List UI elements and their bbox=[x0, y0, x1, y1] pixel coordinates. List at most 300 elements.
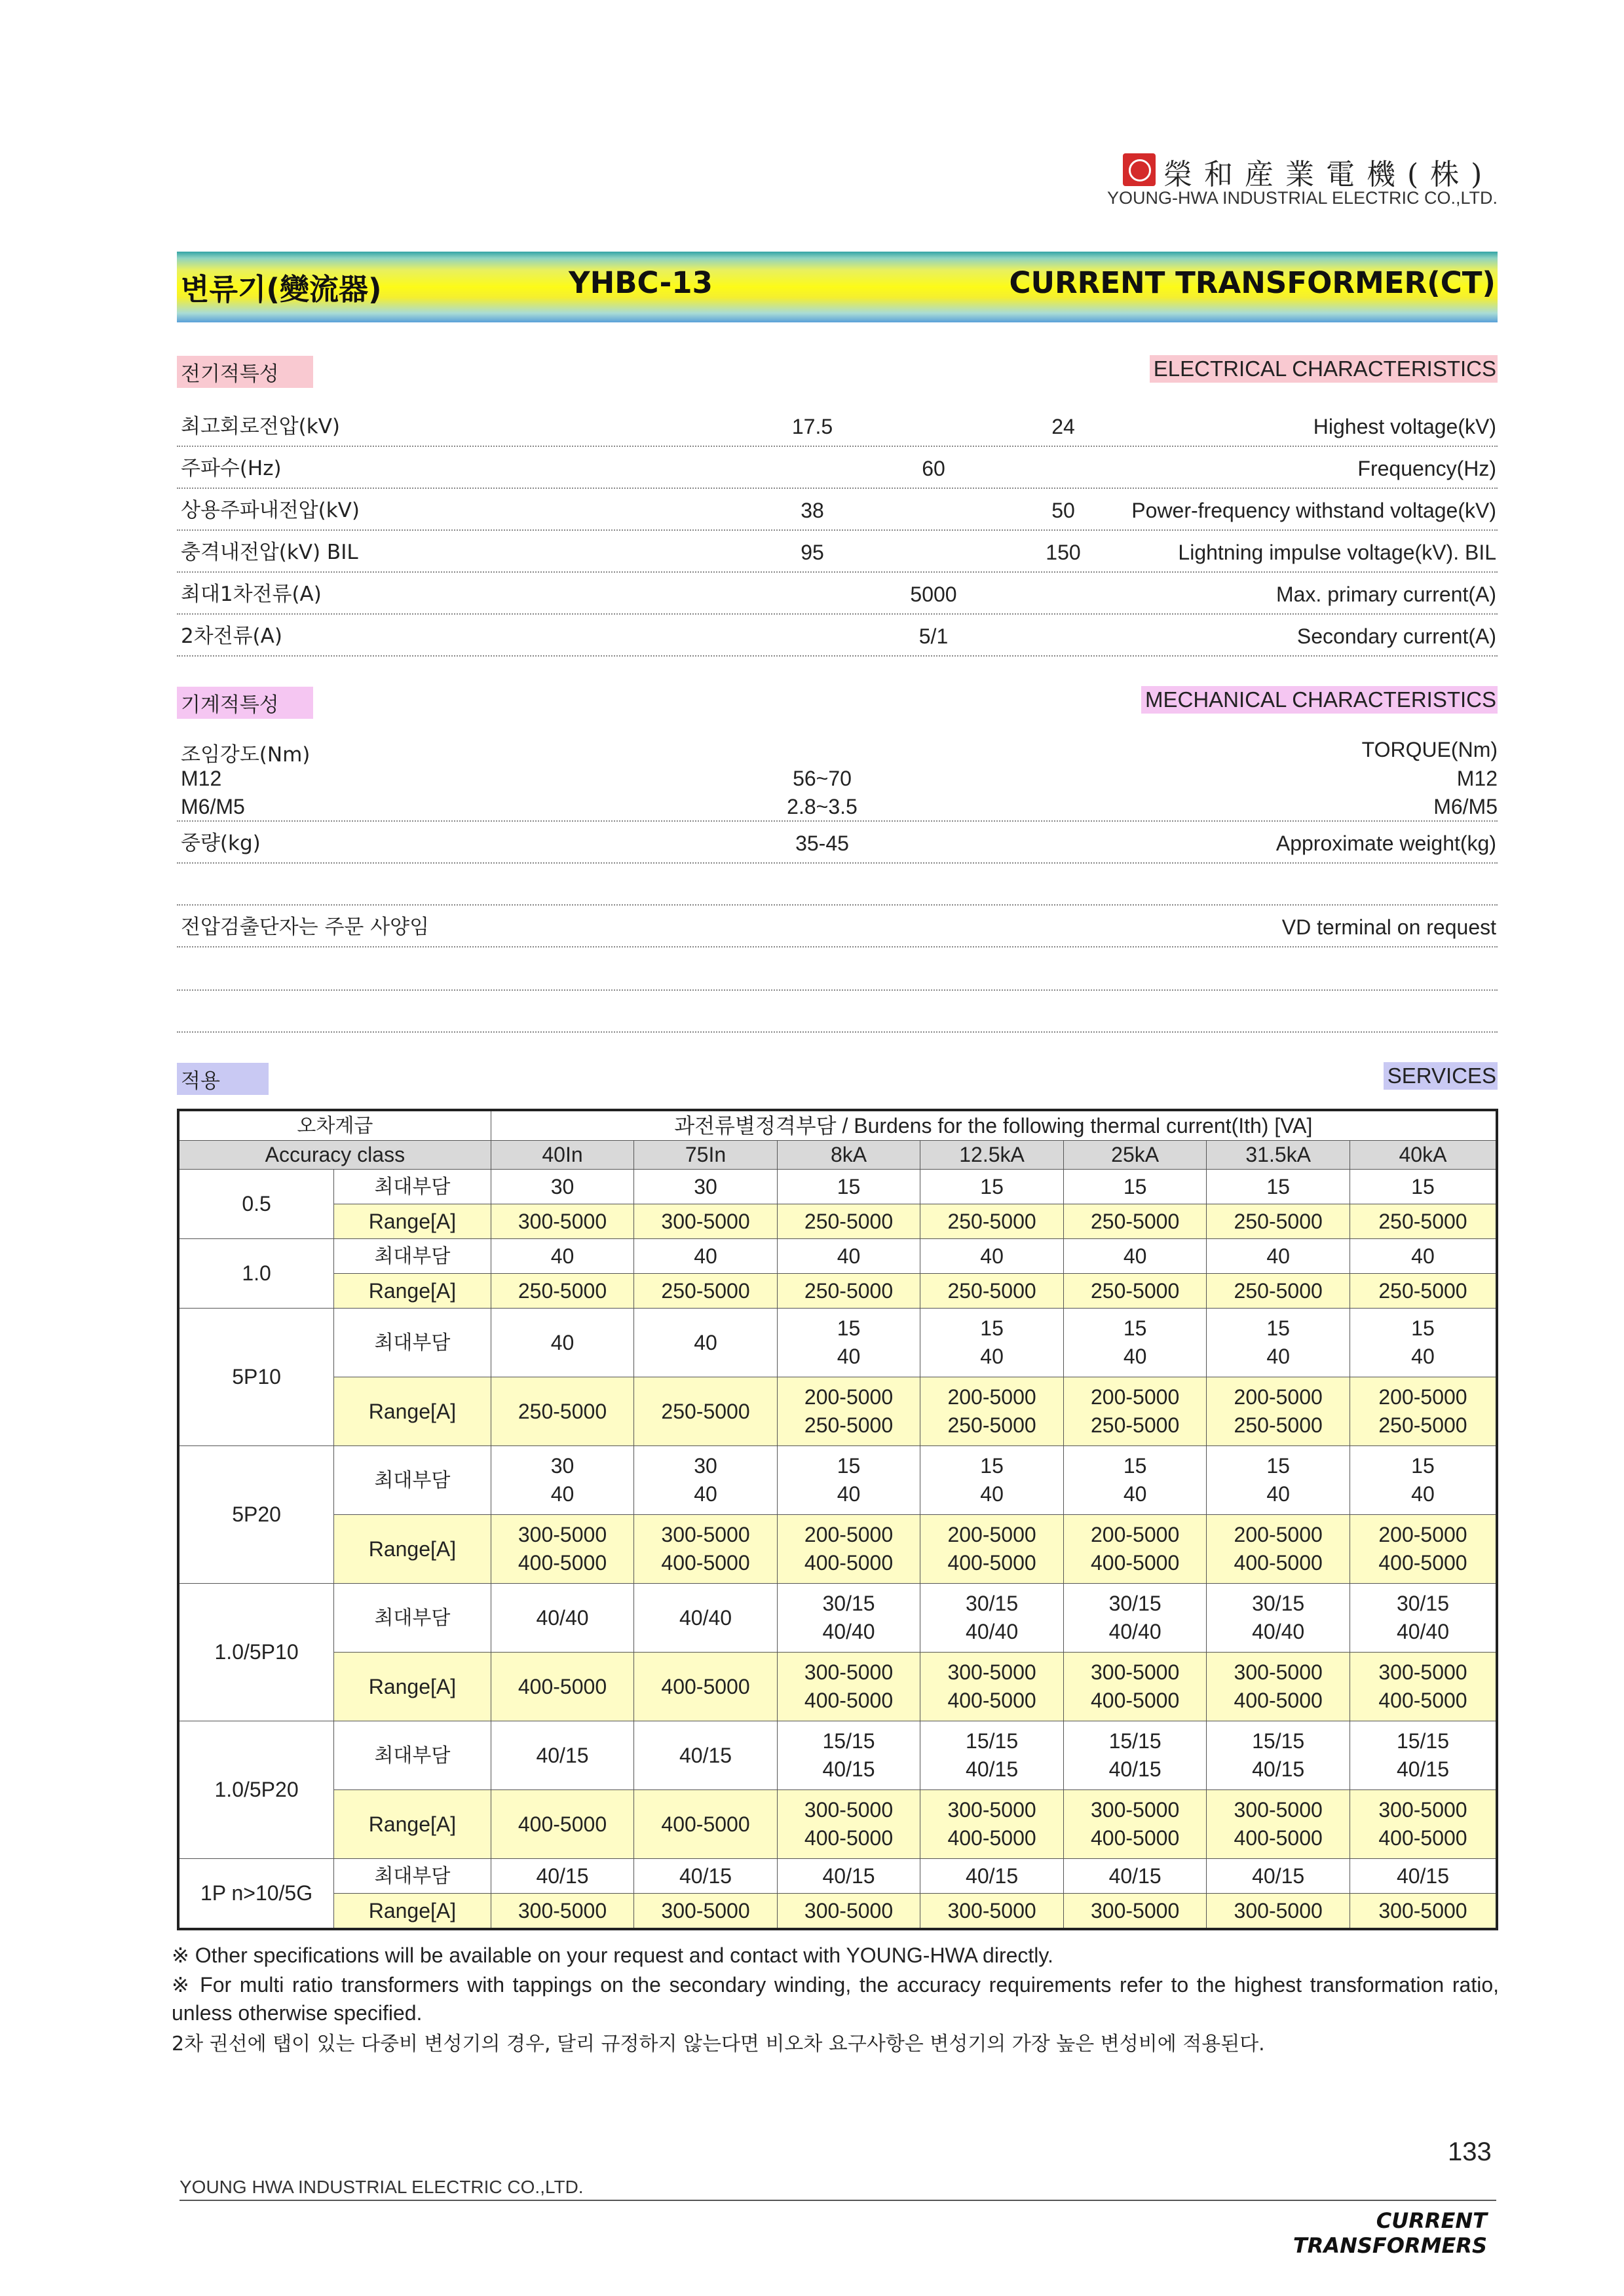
range-cell bbox=[1350, 1653, 1497, 1721]
range-cell bbox=[634, 1790, 778, 1859]
burden-value: 15/15 bbox=[1396, 1729, 1450, 1753]
burden-value: 30 bbox=[550, 1454, 575, 1478]
range-cell bbox=[777, 1274, 920, 1309]
burden-value: 40 bbox=[1411, 1482, 1435, 1506]
weight-value: 35-45 bbox=[795, 832, 849, 855]
section-electrical-kr: 전기적특성 bbox=[177, 356, 313, 388]
range-value: 300-5000 bbox=[661, 1898, 750, 1923]
burden-value: 40 bbox=[1266, 1244, 1290, 1268]
range-value: 250-5000 bbox=[1091, 1413, 1180, 1437]
range-value: 250-5000 bbox=[661, 1278, 750, 1303]
burden-value: 40/40 bbox=[966, 1620, 1019, 1643]
spec-label-kr: 상용주파내전압(kV) bbox=[181, 499, 360, 522]
accuracy-class-cell: 1.0 bbox=[178, 1239, 334, 1309]
range-value: 200-5000 bbox=[1378, 1385, 1467, 1409]
burden-value: 40/15 bbox=[679, 1743, 732, 1767]
range-cell bbox=[920, 1204, 1064, 1239]
spec-value-1: 5000 bbox=[910, 583, 957, 606]
burden-value: 40 bbox=[1123, 1345, 1147, 1368]
divider bbox=[177, 1031, 1498, 1033]
range-value: 400-5000 bbox=[518, 1551, 607, 1575]
burden-value: 40 bbox=[694, 1482, 717, 1506]
range-label: Range[A] bbox=[334, 1515, 491, 1584]
burden-value: 15 bbox=[837, 1316, 861, 1340]
burden-cell bbox=[1207, 1309, 1350, 1377]
burden-cell bbox=[1063, 1721, 1207, 1790]
burden-cell bbox=[1350, 1309, 1497, 1377]
burden-cell bbox=[1350, 1584, 1497, 1653]
range-value: 400-5000 bbox=[804, 1826, 894, 1850]
accuracy-class-header-kr: 오차계급 bbox=[178, 1110, 491, 1141]
burden-cell bbox=[920, 1721, 1064, 1790]
spec-row-highest-voltage bbox=[177, 405, 1498, 447]
range-value: 300-5000 bbox=[804, 1798, 894, 1822]
title-kr: 변류기(變流器) bbox=[181, 272, 382, 307]
range-cell bbox=[491, 1274, 634, 1309]
range-value: 400-5000 bbox=[1378, 1826, 1467, 1850]
burden-cell bbox=[777, 1170, 920, 1204]
col-header: 31.5kA bbox=[1207, 1141, 1350, 1170]
spec-value-1: 17.5 bbox=[791, 415, 833, 438]
range-cell bbox=[491, 1204, 634, 1239]
range-cell bbox=[491, 1894, 634, 1930]
burden-value: 40/15 bbox=[1108, 1757, 1161, 1781]
range-value: 400-5000 bbox=[947, 1689, 1036, 1712]
burden-cell bbox=[1350, 1721, 1497, 1790]
spec-row-impulse-voltage bbox=[177, 531, 1498, 573]
range-cell bbox=[1207, 1515, 1350, 1584]
range-value: 400-5000 bbox=[661, 1812, 750, 1836]
range-value: 300-5000 bbox=[518, 1209, 607, 1233]
burden-value: 40/40 bbox=[1252, 1620, 1305, 1643]
spec-value-1: 38 bbox=[801, 499, 824, 522]
range-cell bbox=[777, 1204, 920, 1239]
range-value: 400-5000 bbox=[1234, 1551, 1323, 1575]
range-value: 250-5000 bbox=[804, 1278, 894, 1303]
burden-cell bbox=[491, 1721, 634, 1790]
note-1: ※ Other specifications will be available on your request and contact with YOUNG-HWA directly. bbox=[172, 1943, 1053, 1967]
range-value: 250-5000 bbox=[518, 1399, 607, 1423]
burden-value: 40/15 bbox=[679, 1864, 732, 1888]
range-value: 300-5000 bbox=[518, 1898, 607, 1923]
footer-divider bbox=[179, 2200, 1496, 2201]
burden-cell bbox=[634, 1239, 778, 1274]
range-cell bbox=[491, 1515, 634, 1584]
range-value: 400-5000 bbox=[1234, 1689, 1323, 1712]
burden-value: 40 bbox=[1266, 1345, 1290, 1368]
range-value: 300-5000 bbox=[1091, 1798, 1180, 1822]
burden-cell bbox=[634, 1446, 778, 1515]
range-cell bbox=[1063, 1894, 1207, 1930]
spec-label-kr: 충격내전압(kV) BIL bbox=[181, 541, 358, 564]
spec-row-withstand-voltage bbox=[177, 489, 1498, 531]
range-value: 300-5000 bbox=[804, 1898, 894, 1923]
burden-value: 40/15 bbox=[536, 1864, 589, 1888]
burden-value: 40 bbox=[1266, 1482, 1290, 1506]
burden-cell bbox=[634, 1170, 778, 1204]
burden-value: 30 bbox=[694, 1174, 717, 1198]
burden-cell bbox=[491, 1584, 634, 1653]
burden-cell bbox=[1207, 1446, 1350, 1515]
burden-cell bbox=[1207, 1170, 1350, 1204]
weight-label-kr: 중량(kg) bbox=[181, 832, 261, 855]
range-value: 400-5000 bbox=[518, 1674, 607, 1698]
range-value: 300-5000 bbox=[1378, 1898, 1467, 1923]
spec-label-en: Max. primary current(A) bbox=[1275, 583, 1496, 606]
range-value: 250-5000 bbox=[1378, 1278, 1467, 1303]
accuracy-class-cell: 0.5 bbox=[178, 1170, 334, 1239]
accuracy-class-cell: 5P10 bbox=[178, 1309, 334, 1446]
col-header: 8kA bbox=[777, 1141, 920, 1170]
range-value: 200-5000 bbox=[1234, 1385, 1323, 1409]
burden-cell bbox=[777, 1239, 920, 1274]
burden-value: 15/15 bbox=[1252, 1729, 1305, 1753]
burden-value: 15 bbox=[980, 1174, 1004, 1198]
burden-value: 30/15 bbox=[822, 1592, 875, 1615]
burden-value: 40 bbox=[550, 1482, 575, 1506]
burden-label: 최대부담 bbox=[334, 1721, 491, 1790]
range-value: 300-5000 bbox=[1234, 1660, 1323, 1684]
range-value: 400-5000 bbox=[1091, 1826, 1180, 1850]
burden-value: 15 bbox=[1266, 1316, 1290, 1340]
range-cell bbox=[777, 1894, 920, 1930]
burden-value: 15/15 bbox=[966, 1729, 1019, 1753]
burden-cell bbox=[920, 1584, 1064, 1653]
range-cell bbox=[1063, 1377, 1207, 1446]
col-header: 40kA bbox=[1350, 1141, 1497, 1170]
footer-category: CURRENT TRANSFORMERS bbox=[1293, 2208, 1487, 2258]
section-services-en: SERVICES bbox=[1384, 1062, 1498, 1090]
spec-label-en: Highest voltage(kV) bbox=[1313, 415, 1496, 438]
burden-cell bbox=[920, 1170, 1064, 1204]
range-cell bbox=[1063, 1790, 1207, 1859]
spec-value-1: 60 bbox=[922, 457, 945, 480]
range-value: 250-5000 bbox=[1234, 1209, 1323, 1233]
range-value: 200-5000 bbox=[804, 1523, 894, 1546]
burden-value: 15 bbox=[837, 1174, 861, 1198]
burden-value: 15 bbox=[980, 1316, 1004, 1340]
range-value: 250-5000 bbox=[661, 1399, 750, 1423]
range-cell bbox=[634, 1894, 778, 1930]
range-value: 400-5000 bbox=[661, 1674, 750, 1698]
burden-cell bbox=[1350, 1446, 1497, 1515]
spec-row-frequency bbox=[177, 447, 1498, 489]
range-cell bbox=[1063, 1653, 1207, 1721]
range-value: 250-5000 bbox=[804, 1413, 894, 1437]
burden-value: 15 bbox=[837, 1454, 861, 1478]
spec-value-2: 50 bbox=[1051, 499, 1075, 522]
burden-value: 30/15 bbox=[966, 1592, 1019, 1615]
range-cell bbox=[1350, 1790, 1497, 1859]
range-label: Range[A] bbox=[334, 1274, 491, 1309]
range-cell bbox=[634, 1515, 778, 1584]
range-label: Range[A] bbox=[334, 1653, 491, 1721]
burden-cell bbox=[1063, 1309, 1207, 1377]
section-electrical-en: ELECTRICAL CHARACTERISTICS bbox=[1150, 355, 1498, 383]
table-row bbox=[178, 1790, 1497, 1859]
range-cell bbox=[634, 1274, 778, 1309]
weight-label-en: Approximate weight(kg) bbox=[1275, 832, 1496, 855]
burden-value: 15 bbox=[1411, 1174, 1435, 1198]
spec-value-2: 150 bbox=[1046, 541, 1081, 564]
range-value: 300-5000 bbox=[518, 1523, 607, 1546]
burden-cell bbox=[777, 1721, 920, 1790]
burden-value: 40/15 bbox=[1252, 1757, 1305, 1781]
torque-label-kr: 조임강도(Nm) bbox=[181, 743, 311, 767]
burden-cell bbox=[491, 1859, 634, 1894]
range-value: 400-5000 bbox=[1378, 1689, 1467, 1712]
range-value: 250-5000 bbox=[947, 1209, 1036, 1233]
range-value: 400-5000 bbox=[518, 1812, 607, 1836]
table-row bbox=[178, 1653, 1497, 1721]
burden-cell bbox=[491, 1170, 634, 1204]
burden-cell bbox=[777, 1309, 920, 1377]
m6-label-en: M6/M5 bbox=[1433, 795, 1498, 818]
range-value: 250-5000 bbox=[518, 1278, 607, 1303]
range-value: 300-5000 bbox=[804, 1660, 894, 1684]
burden-cell bbox=[920, 1309, 1064, 1377]
spec-label-en: Frequency(Hz) bbox=[1357, 457, 1496, 480]
burden-cell bbox=[777, 1859, 920, 1894]
burden-table bbox=[177, 1109, 1498, 1930]
accuracy-class-cell: 1.0/5P10 bbox=[178, 1584, 334, 1721]
table-header-row bbox=[178, 1110, 1497, 1141]
burden-value: 40 bbox=[1123, 1482, 1147, 1506]
burden-value: 30/15 bbox=[1108, 1592, 1161, 1615]
spec-label-kr: 주파수(Hz) bbox=[181, 457, 282, 480]
burden-value: 40/40 bbox=[1108, 1620, 1161, 1643]
accuracy-class-header-en: Accuracy class bbox=[178, 1141, 491, 1170]
table-row bbox=[178, 1859, 1497, 1894]
m6-value: 2.8~3.5 bbox=[787, 795, 858, 818]
table-subheader-row bbox=[178, 1141, 1497, 1170]
range-cell bbox=[1350, 1515, 1497, 1584]
burden-value: 40/40 bbox=[822, 1620, 875, 1643]
m12-label-en: M12 bbox=[1456, 767, 1498, 790]
col-header: 75In bbox=[634, 1141, 778, 1170]
range-cell bbox=[634, 1377, 778, 1446]
burden-value: 40/15 bbox=[822, 1864, 875, 1888]
range-cell bbox=[1207, 1274, 1350, 1309]
section-mechanical-kr: 기계적특성 bbox=[177, 687, 313, 719]
table-row bbox=[178, 1894, 1497, 1930]
range-value: 200-5000 bbox=[1234, 1523, 1323, 1546]
range-cell bbox=[1063, 1515, 1207, 1584]
table-row bbox=[178, 1204, 1497, 1239]
range-value: 250-5000 bbox=[1378, 1413, 1467, 1437]
spec-label-kr: 2차전류(A) bbox=[181, 624, 282, 648]
burden-cell bbox=[491, 1446, 634, 1515]
burden-value: 40 bbox=[694, 1244, 717, 1268]
burden-value: 15 bbox=[1411, 1316, 1435, 1340]
vd-label-kr: 전압검출단자는 주문 사양임 bbox=[181, 915, 430, 939]
spec-label-en: Secondary current(A) bbox=[1296, 624, 1496, 648]
section-services-kr: 적용 bbox=[177, 1063, 269, 1095]
burden-value: 40 bbox=[1411, 1345, 1435, 1368]
range-value: 400-5000 bbox=[947, 1826, 1036, 1850]
footer-company: YOUNG HWA INDUSTRIAL ELECTRIC CO.,LTD. bbox=[179, 2177, 584, 2197]
note-2: ※ For multi ratio transformers with tappings on the secondary winding, the accuracy requirements refer to the highest transformation ratio, unless otherwise specified. bbox=[172, 1973, 1499, 2025]
title-model: YHBC-13 bbox=[569, 265, 713, 300]
range-value: 400-5000 bbox=[1091, 1551, 1180, 1575]
spec-value-2: 24 bbox=[1051, 415, 1075, 438]
range-value: 250-5000 bbox=[1091, 1209, 1180, 1233]
range-cell bbox=[1350, 1894, 1497, 1930]
burden-value: 40/15 bbox=[1252, 1864, 1305, 1888]
range-cell bbox=[1207, 1790, 1350, 1859]
range-value: 250-5000 bbox=[1091, 1278, 1180, 1303]
table-row bbox=[178, 1377, 1497, 1446]
m12-label: M12 bbox=[181, 767, 222, 790]
burden-value: 40 bbox=[980, 1345, 1004, 1368]
table-row bbox=[178, 1274, 1497, 1309]
range-label: Range[A] bbox=[334, 1204, 491, 1239]
range-value: 300-5000 bbox=[947, 1660, 1036, 1684]
burden-value: 40 bbox=[694, 1330, 717, 1354]
range-value: 200-5000 bbox=[947, 1385, 1036, 1409]
burden-cell bbox=[1063, 1239, 1207, 1274]
burden-value: 40 bbox=[837, 1482, 861, 1506]
burden-value: 40 bbox=[1123, 1244, 1147, 1268]
range-cell bbox=[634, 1653, 778, 1721]
burden-value: 40/15 bbox=[966, 1864, 1019, 1888]
burden-value: 40/15 bbox=[1396, 1757, 1450, 1781]
burden-cell bbox=[491, 1239, 634, 1274]
company-logo bbox=[1123, 153, 1156, 186]
range-value: 400-5000 bbox=[1091, 1689, 1180, 1712]
spec-label-en: Lightning impulse voltage(kV). BIL bbox=[1178, 541, 1496, 564]
burden-value: 15/15 bbox=[1108, 1729, 1161, 1753]
col-header: 40In bbox=[491, 1141, 634, 1170]
accuracy-class-cell: 1P n>10/5G bbox=[178, 1859, 334, 1930]
range-value: 250-5000 bbox=[947, 1413, 1036, 1437]
divider bbox=[177, 989, 1498, 991]
burden-cell bbox=[1350, 1859, 1497, 1894]
burden-value: 15 bbox=[1266, 1174, 1290, 1198]
burden-cell bbox=[634, 1721, 778, 1790]
range-value: 250-5000 bbox=[1234, 1278, 1323, 1303]
burden-value: 40 bbox=[837, 1345, 861, 1368]
range-value: 400-5000 bbox=[1234, 1826, 1323, 1850]
range-value: 300-5000 bbox=[1234, 1898, 1323, 1923]
burden-cell bbox=[1207, 1721, 1350, 1790]
burden-value: 40 bbox=[550, 1244, 575, 1268]
range-cell bbox=[1063, 1274, 1207, 1309]
burden-value: 40/40 bbox=[1396, 1620, 1450, 1643]
range-value: 200-5000 bbox=[1378, 1523, 1467, 1546]
m6-label: M6/M5 bbox=[181, 795, 245, 818]
company-name-en: YOUNG-HWA INDUSTRIAL ELECTRIC CO.,LTD. bbox=[1106, 188, 1498, 208]
table-row bbox=[178, 1721, 1497, 1790]
burden-cell bbox=[491, 1309, 634, 1377]
burden-header: 과전류별정격부담 / Burdens for the following thermal current(Ith) [VA] bbox=[491, 1110, 1497, 1141]
burden-value: 40 bbox=[980, 1244, 1004, 1268]
range-value: 250-5000 bbox=[947, 1278, 1036, 1303]
burden-value: 30 bbox=[550, 1174, 575, 1198]
burden-cell bbox=[777, 1446, 920, 1515]
range-value: 250-5000 bbox=[1234, 1413, 1323, 1437]
range-value: 300-5000 bbox=[947, 1798, 1036, 1822]
burden-cell bbox=[1207, 1859, 1350, 1894]
burden-value: 15 bbox=[980, 1454, 1004, 1478]
range-cell bbox=[920, 1653, 1064, 1721]
burden-cell bbox=[777, 1584, 920, 1653]
burden-value: 30/15 bbox=[1396, 1592, 1450, 1615]
burden-cell bbox=[634, 1309, 778, 1377]
burden-value: 40 bbox=[1411, 1244, 1435, 1268]
burden-value: 30 bbox=[694, 1454, 717, 1478]
range-cell bbox=[1207, 1653, 1350, 1721]
title-en: CURRENT TRANSFORMER(CT) bbox=[1009, 265, 1496, 300]
range-cell bbox=[1350, 1377, 1497, 1446]
range-value: 200-5000 bbox=[947, 1523, 1036, 1546]
range-value: 200-5000 bbox=[1091, 1385, 1180, 1409]
col-header: 25kA bbox=[1063, 1141, 1207, 1170]
burden-label: 최대부담 bbox=[334, 1859, 491, 1894]
burden-cell bbox=[920, 1446, 1064, 1515]
burden-value: 15 bbox=[1266, 1454, 1290, 1478]
range-cell bbox=[777, 1790, 920, 1859]
range-value: 400-5000 bbox=[947, 1551, 1036, 1575]
table-row bbox=[178, 1584, 1497, 1653]
range-cell bbox=[491, 1377, 634, 1446]
range-value: 250-5000 bbox=[1378, 1209, 1467, 1233]
spec-row-vd-terminal bbox=[177, 906, 1498, 947]
range-value: 300-5000 bbox=[661, 1523, 750, 1546]
range-cell bbox=[777, 1377, 920, 1446]
burden-label: 최대부담 bbox=[334, 1309, 491, 1377]
company-name-kr: 榮和産業電機(株) bbox=[1163, 158, 1494, 191]
burden-label: 최대부담 bbox=[334, 1446, 491, 1515]
range-value: 250-5000 bbox=[804, 1209, 894, 1233]
range-value: 300-5000 bbox=[1091, 1898, 1180, 1923]
burden-cell bbox=[920, 1239, 1064, 1274]
burden-cell bbox=[1063, 1859, 1207, 1894]
vd-label-en: VD terminal on request bbox=[1281, 915, 1496, 939]
burden-value: 15 bbox=[1123, 1174, 1147, 1198]
burden-value: 40 bbox=[980, 1482, 1004, 1506]
burden-value: 15 bbox=[1123, 1454, 1147, 1478]
spec-value-1: 95 bbox=[801, 541, 824, 564]
burden-cell bbox=[1350, 1239, 1497, 1274]
spec-row-primary-current bbox=[177, 573, 1498, 615]
range-value: 400-5000 bbox=[1378, 1551, 1467, 1575]
burden-cell bbox=[1063, 1170, 1207, 1204]
page-number: 133 bbox=[1448, 2137, 1492, 2166]
range-cell bbox=[920, 1377, 1064, 1446]
burden-cell bbox=[920, 1859, 1064, 1894]
range-cell bbox=[634, 1204, 778, 1239]
range-value: 400-5000 bbox=[661, 1551, 750, 1575]
burden-value: 40/40 bbox=[679, 1605, 732, 1630]
burden-value: 40/15 bbox=[536, 1743, 589, 1767]
range-cell bbox=[920, 1274, 1064, 1309]
range-value: 300-5000 bbox=[1091, 1660, 1180, 1684]
spec-label-kr: 최대1차전류(A) bbox=[181, 583, 322, 606]
range-label: Range[A] bbox=[334, 1894, 491, 1930]
burden-value: 40 bbox=[837, 1244, 861, 1268]
burden-cell bbox=[634, 1584, 778, 1653]
spec-value-1: 5/1 bbox=[918, 624, 949, 648]
range-cell bbox=[1207, 1204, 1350, 1239]
burden-value: 15 bbox=[1123, 1316, 1147, 1340]
burden-value: 15 bbox=[1411, 1454, 1435, 1478]
range-cell bbox=[920, 1790, 1064, 1859]
range-label: Range[A] bbox=[334, 1377, 491, 1446]
range-cell bbox=[1207, 1894, 1350, 1930]
range-cell bbox=[1063, 1204, 1207, 1239]
burden-label: 최대부담 bbox=[334, 1170, 491, 1204]
